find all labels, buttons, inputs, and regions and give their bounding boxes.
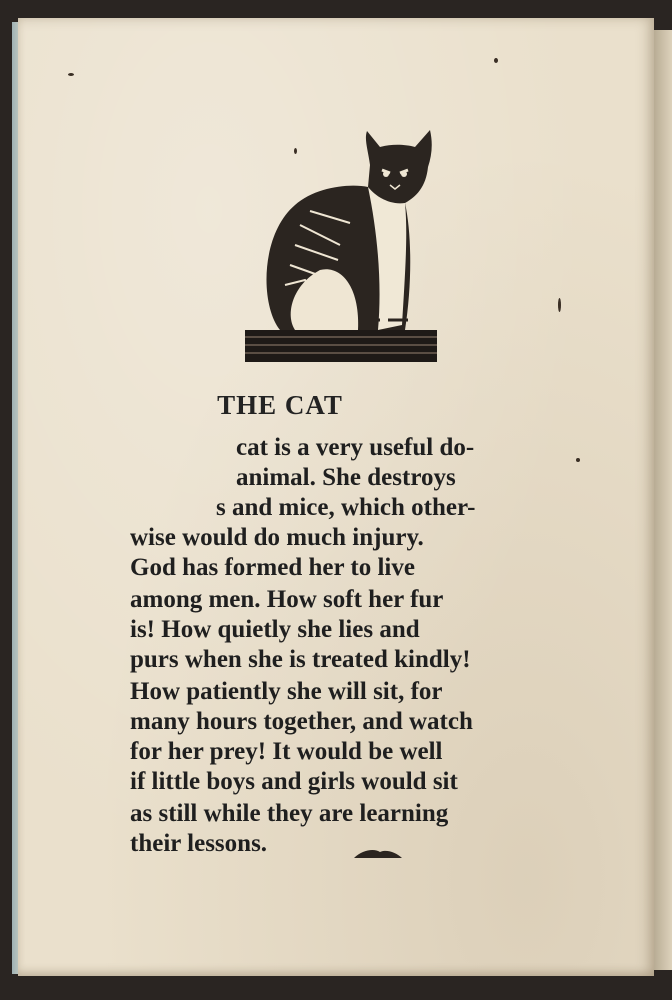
speck bbox=[558, 298, 561, 312]
cat-illustration bbox=[240, 125, 445, 370]
text-line: wise would do much injury. bbox=[130, 524, 424, 551]
ink-blot-icon bbox=[352, 846, 404, 860]
cat-icon bbox=[240, 125, 445, 370]
text-line: if little boys and girls would sit bbox=[130, 768, 458, 795]
text-line: among men. How soft her fur bbox=[130, 586, 444, 613]
text-line: s and mice, which other- bbox=[216, 494, 476, 521]
text-line: cat is a very useful do- bbox=[236, 434, 475, 461]
text-line: animal. She destroys bbox=[236, 464, 456, 491]
text-line: as still while they are learning bbox=[130, 800, 449, 827]
text-line: is! How quietly she lies and bbox=[130, 616, 420, 643]
speck bbox=[494, 58, 498, 63]
text-line: many hours together, and watch bbox=[130, 708, 473, 735]
text-line: for her prey! It would be well bbox=[130, 738, 443, 765]
speck bbox=[68, 73, 74, 76]
speck bbox=[576, 458, 580, 462]
page-title: THE CAT bbox=[217, 390, 343, 420]
text-line: their lessons. bbox=[130, 830, 268, 857]
text-line: God has formed her to live bbox=[130, 554, 415, 581]
next-page-edge bbox=[654, 30, 672, 970]
text-line: purs when she is treated kindly! bbox=[130, 646, 471, 673]
text-line: How patiently she will sit, for bbox=[130, 678, 443, 705]
